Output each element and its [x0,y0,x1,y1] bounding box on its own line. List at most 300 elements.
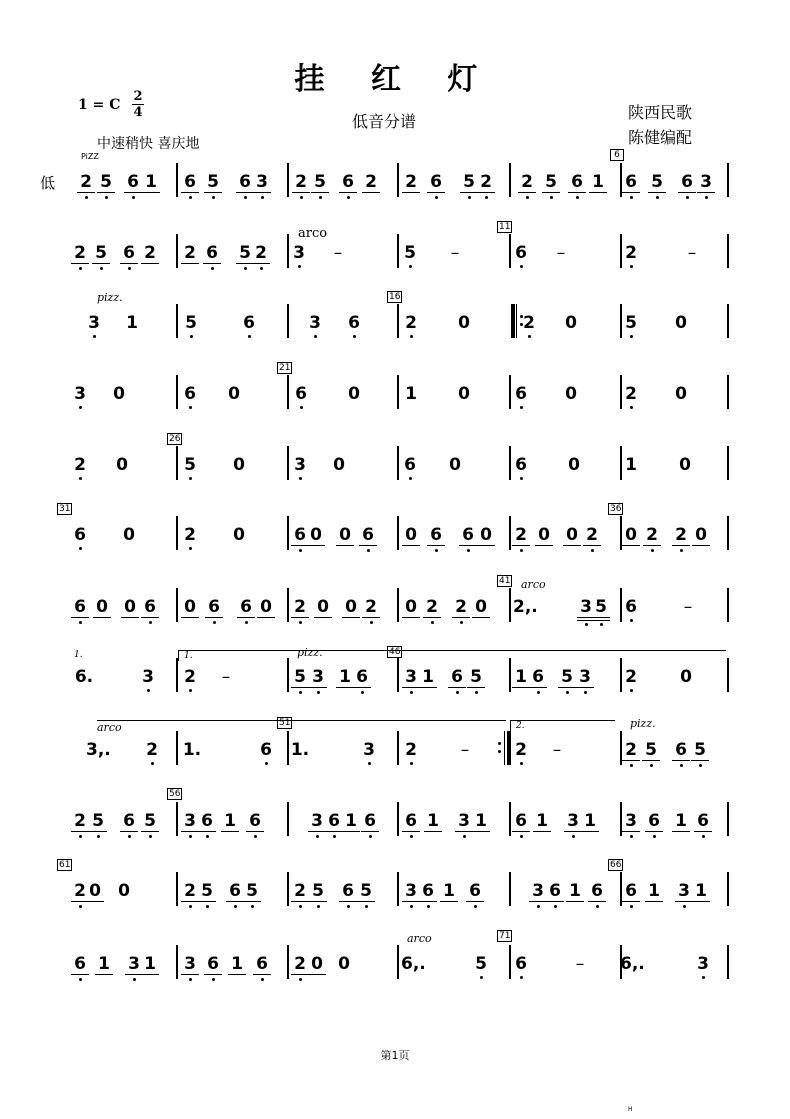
note: 0 [119,598,141,616]
note: 0 [340,598,362,616]
low-octave-dot [630,764,633,767]
repeat-start [511,304,525,338]
low-octave-dot [410,835,413,838]
low-octave-dot [409,477,412,480]
barline [727,945,729,979]
low-octave-dot [410,335,413,338]
note: 6 [251,955,273,973]
note: 0 [123,525,135,545]
low-octave-dot [79,905,82,908]
low-octave-dot [705,196,708,199]
barline [176,658,178,692]
low-octave-dot [369,835,372,838]
note: 3 [620,812,642,830]
low-octave-dot [299,477,302,480]
barline [176,304,178,338]
note: 5 [556,668,578,686]
note: 3 [562,812,584,830]
low-octave-dot [435,196,438,199]
low-octave-dot [410,762,413,765]
note: 0 [233,525,245,545]
note: 1 [579,812,601,830]
low-octave-dot [245,621,248,624]
low-octave-dot [361,691,364,694]
low-octave-dot [656,196,659,199]
dash: – [552,740,562,760]
low-octave-dot [189,978,192,981]
barline [509,588,511,622]
note: 3 [74,384,86,404]
note: 6 [235,598,257,616]
low-octave-dot [316,835,319,838]
note: 6 [203,598,225,616]
note: 6 [359,812,381,830]
volta-second-bracket [510,720,615,731]
note: 2 [620,741,642,759]
note: 2 [670,526,692,544]
barline [287,802,289,836]
low-octave-dot [650,764,653,767]
note: 0 [400,526,422,544]
pizz-marking: pizz. [630,717,656,730]
pizz-marking: pizz. [297,646,323,659]
barline [727,446,729,480]
low-octave-dot [132,196,135,199]
barline [397,802,399,836]
low-octave-dot [427,905,430,908]
note: 6 [515,384,527,404]
barline [727,234,729,268]
low-octave-dot [630,689,633,692]
low-octave-dot [299,549,302,552]
note: 2 [641,526,663,544]
low-octave-dot [680,764,683,767]
low-octave-dot [151,762,154,765]
note: 0 [179,598,201,616]
note: 2 [581,526,603,544]
barline [397,731,399,765]
arco-marking: arco [407,932,432,945]
low-octave-dot [317,905,320,908]
low-octave-dot [520,762,523,765]
low-octave-dot [370,621,373,624]
note: 6 [118,244,140,262]
low-octave-dot [653,835,656,838]
low-octave-dot [251,905,254,908]
note: 6 [196,812,218,830]
note: 1 [93,955,115,973]
note: 3 [574,668,596,686]
note: 2,. [513,597,538,617]
low-octave-dot [630,619,633,622]
low-octave-dot [93,335,96,338]
low-octave-dot [79,547,82,550]
low-octave-dot [630,905,633,908]
page-title: 挂 红 灯 [294,62,496,97]
note: 3 [294,455,306,475]
note: 0 [306,955,328,973]
low-octave-dot [585,623,588,626]
note: 2 [75,173,97,191]
note: 5 [640,741,662,759]
note: 5 [95,173,117,191]
low-octave-dot [299,621,302,624]
note: 2 [523,313,535,333]
measure-number: 11 [499,222,511,232]
note: 6 [515,954,527,974]
note: 0 [305,526,327,544]
low-octave-dot [572,835,575,838]
note: 1 [438,882,460,900]
low-octave-dot [528,335,531,338]
note: 6,. [401,954,426,974]
note: 5 [184,455,196,475]
low-octave-dot [630,406,633,409]
barline [176,731,178,765]
note: 0 [470,598,492,616]
volta-second-label: 2. [516,721,525,731]
note: 6 [625,597,637,617]
barline [176,446,178,480]
note: 0 [449,455,461,475]
note: 2 [139,244,161,262]
barline [176,588,178,622]
measure-number: 26 [169,434,181,444]
note: 5 [465,668,487,686]
note: 6 [670,741,692,759]
note: 5 [689,741,711,759]
note: 6 [586,882,608,900]
note: 2 [625,243,637,263]
low-octave-dot [367,549,370,552]
note: 2 [360,173,382,191]
low-octave-dot [300,406,303,409]
low-octave-dot [190,335,193,338]
measure-number: 36 [610,504,622,514]
note: 2 [625,667,637,687]
low-octave-dot [105,196,108,199]
note: 0 [334,526,356,544]
low-octave-dot [97,835,100,838]
measure-number: 66 [610,860,622,870]
low-octave-dot [189,196,192,199]
note: 1 [340,812,362,830]
note: 6 [425,173,447,191]
note: 3 [293,243,305,263]
measure-number: 41 [499,576,511,586]
first-ending-line [97,720,506,721]
note: 6 [425,526,447,544]
low-octave-dot [596,905,599,908]
note: 1 [587,173,609,191]
low-octave-dot [463,835,466,838]
note: 6 [243,313,255,333]
note: 6 [643,812,665,830]
tempo-marking: 中速稍快 喜庆地 [97,136,200,152]
note: 5 [139,812,161,830]
note: 2 [69,882,91,900]
low-octave-dot [537,905,540,908]
note: 6 [515,243,527,263]
barline [509,163,511,197]
note: 6 [446,668,468,686]
note: 6 [457,526,479,544]
note: 0 [620,526,642,544]
note: 1 [510,668,532,686]
note: 1 [140,173,162,191]
note: 1 [226,955,248,973]
low-octave-dot [206,905,209,908]
low-octave-dot [347,196,350,199]
note: 2 [400,173,422,191]
barline [727,516,729,550]
note: 6 [289,526,311,544]
note: 0 [333,455,345,475]
dash: – [333,243,343,263]
barline [397,588,399,622]
barline [287,375,289,409]
low-octave-dot [630,265,633,268]
note: 2 [405,740,417,760]
low-octave-dot [520,976,523,979]
low-octave-dot [474,905,477,908]
note: 1 [625,455,637,475]
low-octave-dot [576,196,579,199]
low-octave-dot [550,196,553,199]
low-octave-dot [702,976,705,979]
note: 6 [118,812,140,830]
note: 5 [458,173,480,191]
note: 6 [234,173,256,191]
note: 3,. [86,740,111,760]
note: 6 [244,812,266,830]
note: 5 [625,313,637,333]
low-octave-dot [189,547,192,550]
note: 3 [673,882,695,900]
low-octave-dot [353,335,356,338]
note: 5 [185,313,197,333]
note: 3 [453,812,475,830]
note: 6 [348,313,360,333]
note: 6 [544,882,566,900]
low-octave-dot [244,196,247,199]
note: 6 [676,173,698,191]
note: 3 [306,812,328,830]
note: 2 [515,740,527,760]
note: 2 [74,455,86,475]
note: 0 [118,881,130,901]
note: 0 [348,384,360,404]
low-octave-dot [520,549,523,552]
low-octave-dot [365,905,368,908]
measure-number: 16 [389,292,401,302]
low-octave-dot [526,196,529,199]
note: 6 [357,526,379,544]
measure-number: 56 [169,789,181,799]
note: 2 [421,598,443,616]
low-octave-dot [260,267,263,270]
low-octave-dot [485,196,488,199]
low-octave-dot [314,335,317,338]
low-octave-dot [319,196,322,199]
low-octave-dot [480,976,483,979]
note: 2 [69,812,91,830]
note: 6 [620,882,642,900]
time-signature-top: 2 [133,89,143,104]
barline [397,658,399,692]
barline [176,234,178,268]
low-octave-dot [79,835,82,838]
low-octave-dot [149,835,152,838]
note: 0 [84,882,106,900]
note: 2 [179,244,201,262]
note: 1 [126,313,138,333]
low-octave-dot [133,978,136,981]
note: 5 [590,598,612,616]
note: 3 [179,955,201,973]
dash: – [687,243,697,263]
note: 2 [475,173,497,191]
note: 0 [533,526,555,544]
note: 5 [90,244,112,262]
low-octave-dot [683,905,686,908]
low-octave-dot [520,477,523,480]
volta-prefirst-label: 1. [74,650,83,660]
corner-mark: H [628,1106,633,1113]
note: 2 [360,598,382,616]
low-octave-dot [300,196,303,199]
note: 0 [690,526,712,544]
barline [397,872,399,906]
note: 1 [690,882,712,900]
note: 1 [405,384,417,404]
low-octave-dot [520,265,523,268]
note: 6 [179,173,201,191]
arco-marking: arco [97,721,122,734]
barline [176,375,178,409]
barline [176,163,178,197]
note: 1 [643,882,665,900]
barline [397,304,399,338]
note: 2 [510,526,532,544]
note: 5 [355,882,377,900]
low-octave-dot [149,621,152,624]
measure-number: 51 [279,718,291,728]
page-number: 第1页 [380,1049,410,1062]
note: 0 [233,455,245,475]
note: 6 [260,740,272,760]
volta-first-bracket [178,650,726,661]
barline [727,658,729,692]
low-octave-dot [347,905,350,908]
note: 6 [74,525,86,545]
note: 0 [458,313,470,333]
note: 6 [224,882,246,900]
note: 5 [540,173,562,191]
note: 6 [184,384,196,404]
low-octave-dot [261,978,264,981]
note: 6 [692,812,714,830]
note: 0 [255,598,277,616]
note: 0 [113,384,125,404]
low-octave-dot [702,835,705,838]
low-octave-dot [79,621,82,624]
low-octave-dot [206,835,209,838]
note: 5 [404,243,416,263]
barline [727,304,729,338]
note: 2 [289,598,311,616]
note: 6 [464,882,486,900]
note: 6 [417,882,439,900]
low-octave-dot [317,691,320,694]
key-signature: 1 = C [78,97,121,113]
low-octave-dot [212,196,215,199]
note: 1 [139,955,161,973]
low-octave-dot [189,905,192,908]
dash: – [450,243,460,263]
dash: – [221,667,231,687]
low-octave-dot [128,267,131,270]
note: 5 [307,882,329,900]
note: 1 [470,812,492,830]
note: 0 [675,384,687,404]
note: 0 [458,384,470,404]
low-octave-dot [630,835,633,838]
note: 2 [179,882,201,900]
note: 1 [670,812,692,830]
note: 2 [146,740,158,760]
low-octave-dot [85,196,88,199]
barline [727,375,729,409]
low-octave-dot [189,477,192,480]
note: 6 [566,173,588,191]
barline [176,872,178,906]
low-octave-dot [467,549,470,552]
note: 2 [184,667,196,687]
note: 3 [695,173,717,191]
note: 5 [309,173,331,191]
low-octave-dot [566,691,569,694]
low-octave-dot [680,549,683,552]
note: 3 [363,740,375,760]
low-octave-dot [520,835,523,838]
low-octave-dot [686,196,689,199]
low-octave-dot [456,691,459,694]
measure-number: 61 [59,860,71,870]
note: 6 [201,244,223,262]
low-octave-dot [244,267,247,270]
measure-number: 6 [610,149,624,161]
note: 6,. [620,954,645,974]
pizz-marking: pizz. [97,291,123,304]
dash: – [575,954,585,974]
note: 0 [338,954,350,974]
low-octave-dot [234,905,237,908]
arranger: 陈健编配 [628,128,693,147]
measure-number: 31 [59,504,71,514]
note: 2 [290,173,312,191]
low-octave-dot [211,267,214,270]
low-octave-dot [699,764,702,767]
instrument-label: 低 [40,174,56,192]
pizz-marking-start: PiZZ [81,152,99,161]
low-octave-dot [600,623,603,626]
note: 6 [527,668,549,686]
barline [176,802,178,836]
measure-number: 21 [279,363,291,373]
low-octave-dot [299,905,302,908]
arco-marking: arco [521,578,546,591]
